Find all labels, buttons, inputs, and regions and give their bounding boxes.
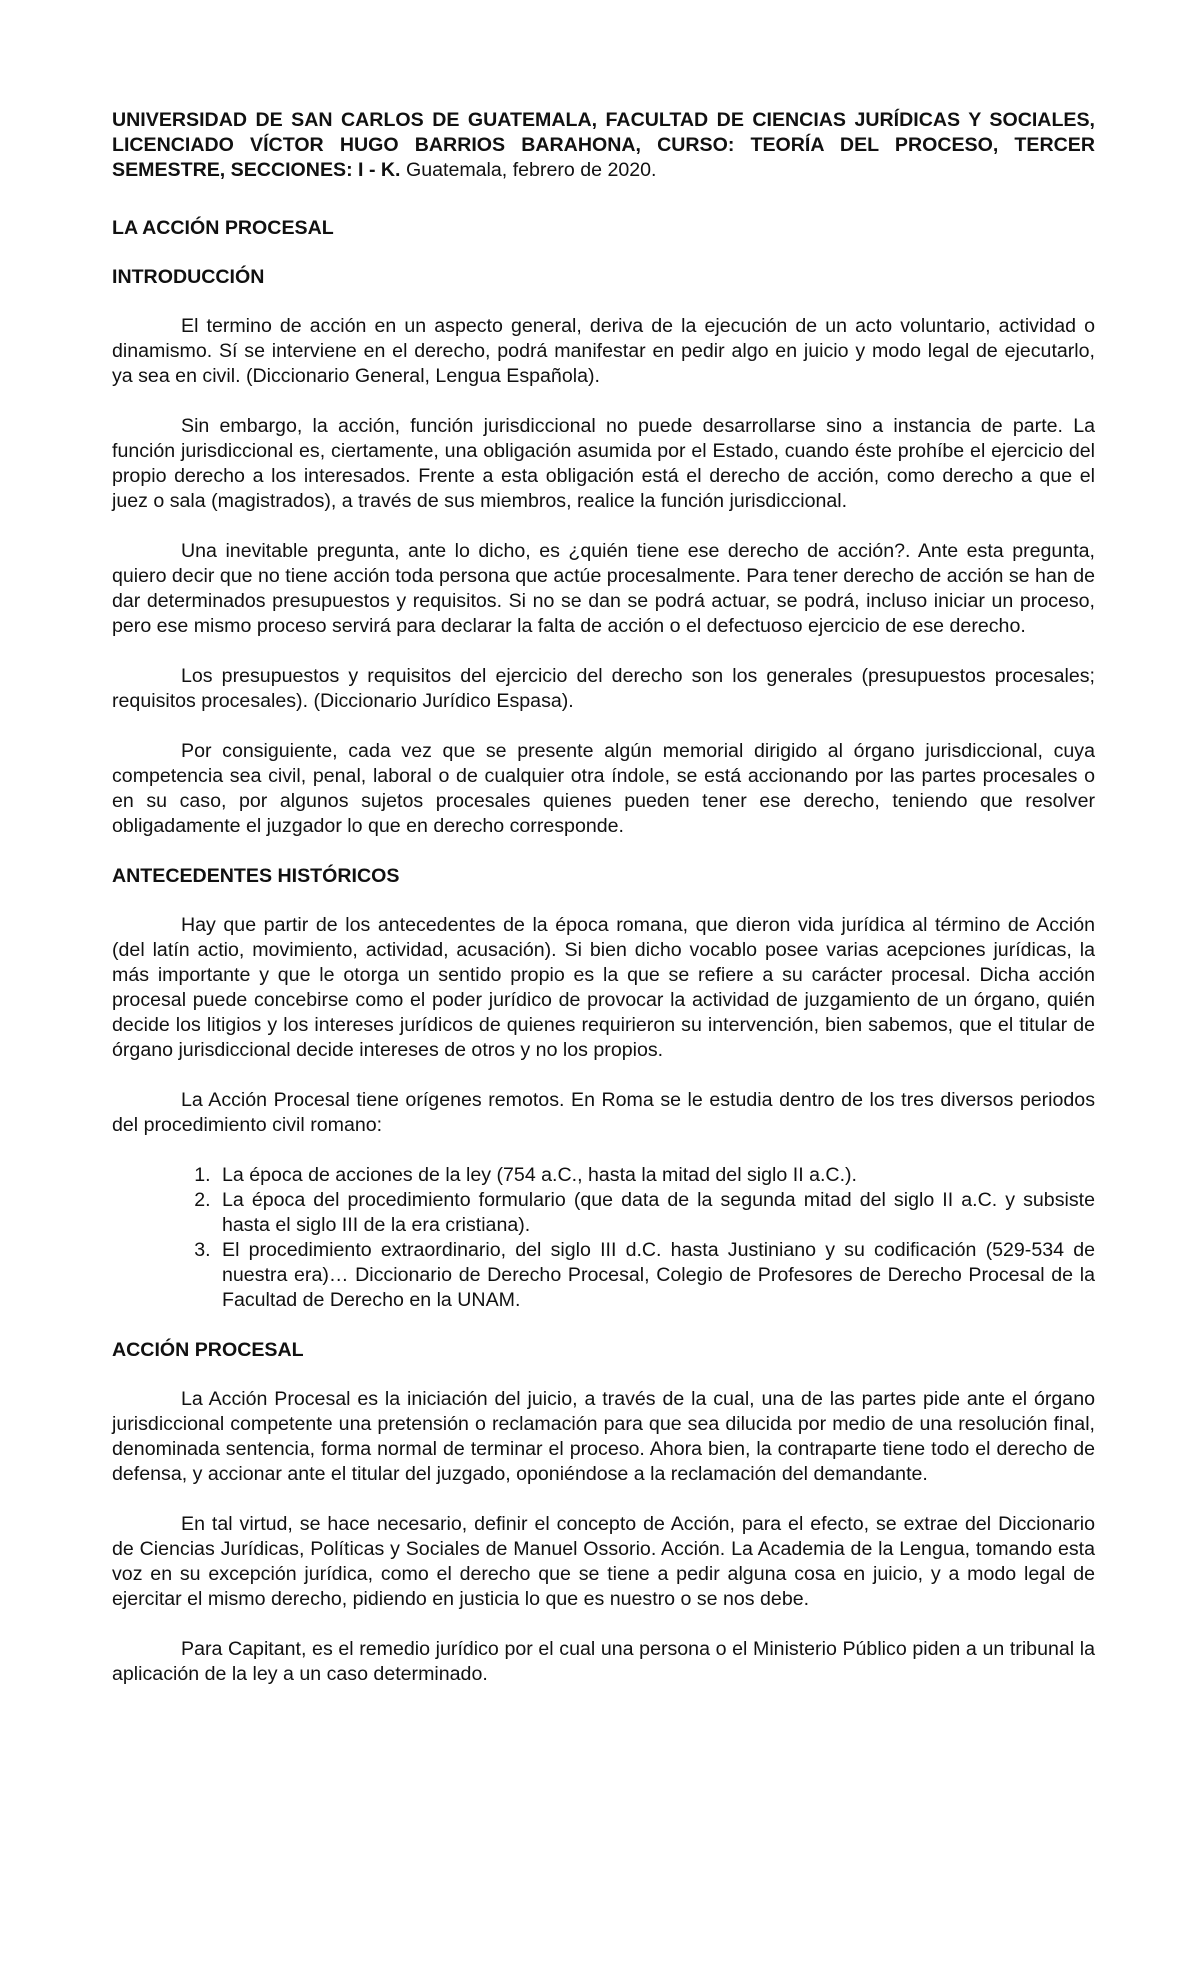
heading-introduccion: INTRODUCCIÓN bbox=[112, 266, 265, 288]
paragraph: Por consiguiente, cada vez que se presente algún memorial dirigido al órgano jurisdiccional, cuya competencia sea civil, penal, laboral o de cualquier otra índole, se está accionando por las partes procesales o en su caso, por algunos sujetos procesales quienes pueden tener ese derecho, teniendo que resolver obligadamente el juzgador lo que en derecho corresponde. bbox=[112, 740, 1095, 837]
paragraph: En tal virtud, se hace necesario, definir el concepto de Acción, para el efecto, se extrae del Diccionario de Ciencias Jurídicas, Políticas y Sociales de Manuel Ossorio. Acción. La Academia de la Lengua, tomando esta voz en su excepción jurídica, como el derecho que se tiene a pedir alguna cosa en juicio, y a modo legal de ejercitar el mismo derecho, pidiendo en justicia lo que es nuestro o se nos debe. bbox=[112, 1513, 1095, 1610]
paragraph: Los presupuestos y requisitos del ejercicio del derecho son los generales (presupuestos procesales; requisitos procesales). (Diccionario Jurídico Espasa). bbox=[112, 665, 1095, 712]
document-header bbox=[112, 108, 1095, 183]
list-item: 2. La época del procedimiento formulario (que data de la segunda mitad del siglo II a.C. y subsiste hasta el siglo III de la era cristiana). bbox=[216, 1188, 1095, 1238]
heading-accion-procesal: ACCIÓN PROCESAL bbox=[112, 1339, 304, 1361]
paragraph: El termino de acción en un aspecto general, deriva de la ejecución de un acto voluntario, actividad o dinamismo. Sí se interviene en el derecho, podrá manifestar en pedir algo en juicio y modo legal de ejecutarlo, ya sea en civil. (Diccionario General, Lengua Española). bbox=[112, 315, 1095, 387]
paragraph: Hay que partir de los antecedentes de la época romana, que dieron vida jurídica al término de Acción (del latín actio, movimiento, actividad, acusación). Si bien dicho vocablo posee varias acepciones jurídicas, la más importante y que le otorga un sentido propio es la que se refiere a su carácter procesal. Dicha acción procesal puede concebirse como el poder jurídico de provocar la actividad de juzgamiento de un órgano, quién decide los litigios y los intereses jurídicos de quienes requirieron su intervención, bien sabemos, que el titular de órgano jurisdiccional decide intereses de otros y no los propios. bbox=[112, 914, 1095, 1061]
paragraph: Una inevitable pregunta, ante lo dicho, es ¿quién tiene ese derecho de acción?. Ante esta pregunta, quiero decir que no tiene acción toda persona que actúe procesalmente. Para tener derecho de acción se han de dar determinados presupuestos y requisitos. Si no se dan se podrá actuar, se podrá, incluso iniciar un proceso, pero ese mismo proceso servirá para declarar la falta de acción o el defectuoso ejercicio de ese derecho. bbox=[112, 540, 1095, 637]
header-institution: UNIVERSIDAD DE SAN CARLOS DE GUATEMALA, FACULTAD DE CIENCIAS JURÍDICAS Y SOCIALES, LICENCIADO VÍCTOR HUGO BARRIOS BARAHONA, CURSO: TEORÍA DEL PROCESO, TERCER SEMESTRE, SECCIONES: I - K. bbox=[112, 109, 1095, 181]
document-page bbox=[112, 108, 1095, 1712]
roman-periods-list bbox=[112, 1163, 1095, 1313]
heading-antecedentes-historicos: ANTECEDENTES HISTÓRICOS bbox=[112, 865, 400, 887]
paragraph: La Acción Procesal es la iniciación del juicio, a través de la cual, una de las partes pide ante el órgano jurisdiccional competente una pretensión o reclamación para que sea dilucida por medio de una resolución final, denominada sentencia, forma normal de terminar el proceso. Ahora bien, la contraparte tiene todo el derecho de defensa, y accionar ante el titular del juzgado, oponiéndose a la reclamación del demandante. bbox=[112, 1388, 1095, 1485]
list-item: 3. El procedimiento extraordinario, del siglo III d.C. hasta Justiniano y su codificación (529-534 de nuestra era)… Diccionario de Derecho Procesal, Colegio de Profesores de Derecho Procesal de la Facultad de Derecho en la UNAM. bbox=[216, 1238, 1095, 1313]
document-title: LA ACCIÓN PROCESAL bbox=[112, 217, 334, 239]
paragraph: La Acción Procesal tiene orígenes remotos. En Roma se le estudia dentro de los tres diversos periodos del procedimiento civil romano: bbox=[112, 1089, 1095, 1136]
header-place-date: Guatemala, febrero de 2020. bbox=[400, 159, 657, 181]
paragraph: Para Capitant, es el remedio jurídico por el cual una persona o el Ministerio Público piden a un tribunal la aplicación de la ley a un caso determinado. bbox=[112, 1638, 1095, 1685]
paragraph: Sin embargo, la acción, función jurisdiccional no puede desarrollarse sino a instancia de parte. La función jurisdiccional es, ciertamente, una obligación asumida por el Estado, cuando éste prohíbe el ejercicio del propio derecho a los interesados. Frente a esta obligación está el derecho de acción, como derecho a que el juez o sala (magistrados), a través de sus miembros, realice la función jurisdiccional. bbox=[112, 415, 1095, 512]
list-item: 1. La época de acciones de la ley (754 a.C., hasta la mitad del siglo II a.C.). bbox=[216, 1163, 1095, 1188]
